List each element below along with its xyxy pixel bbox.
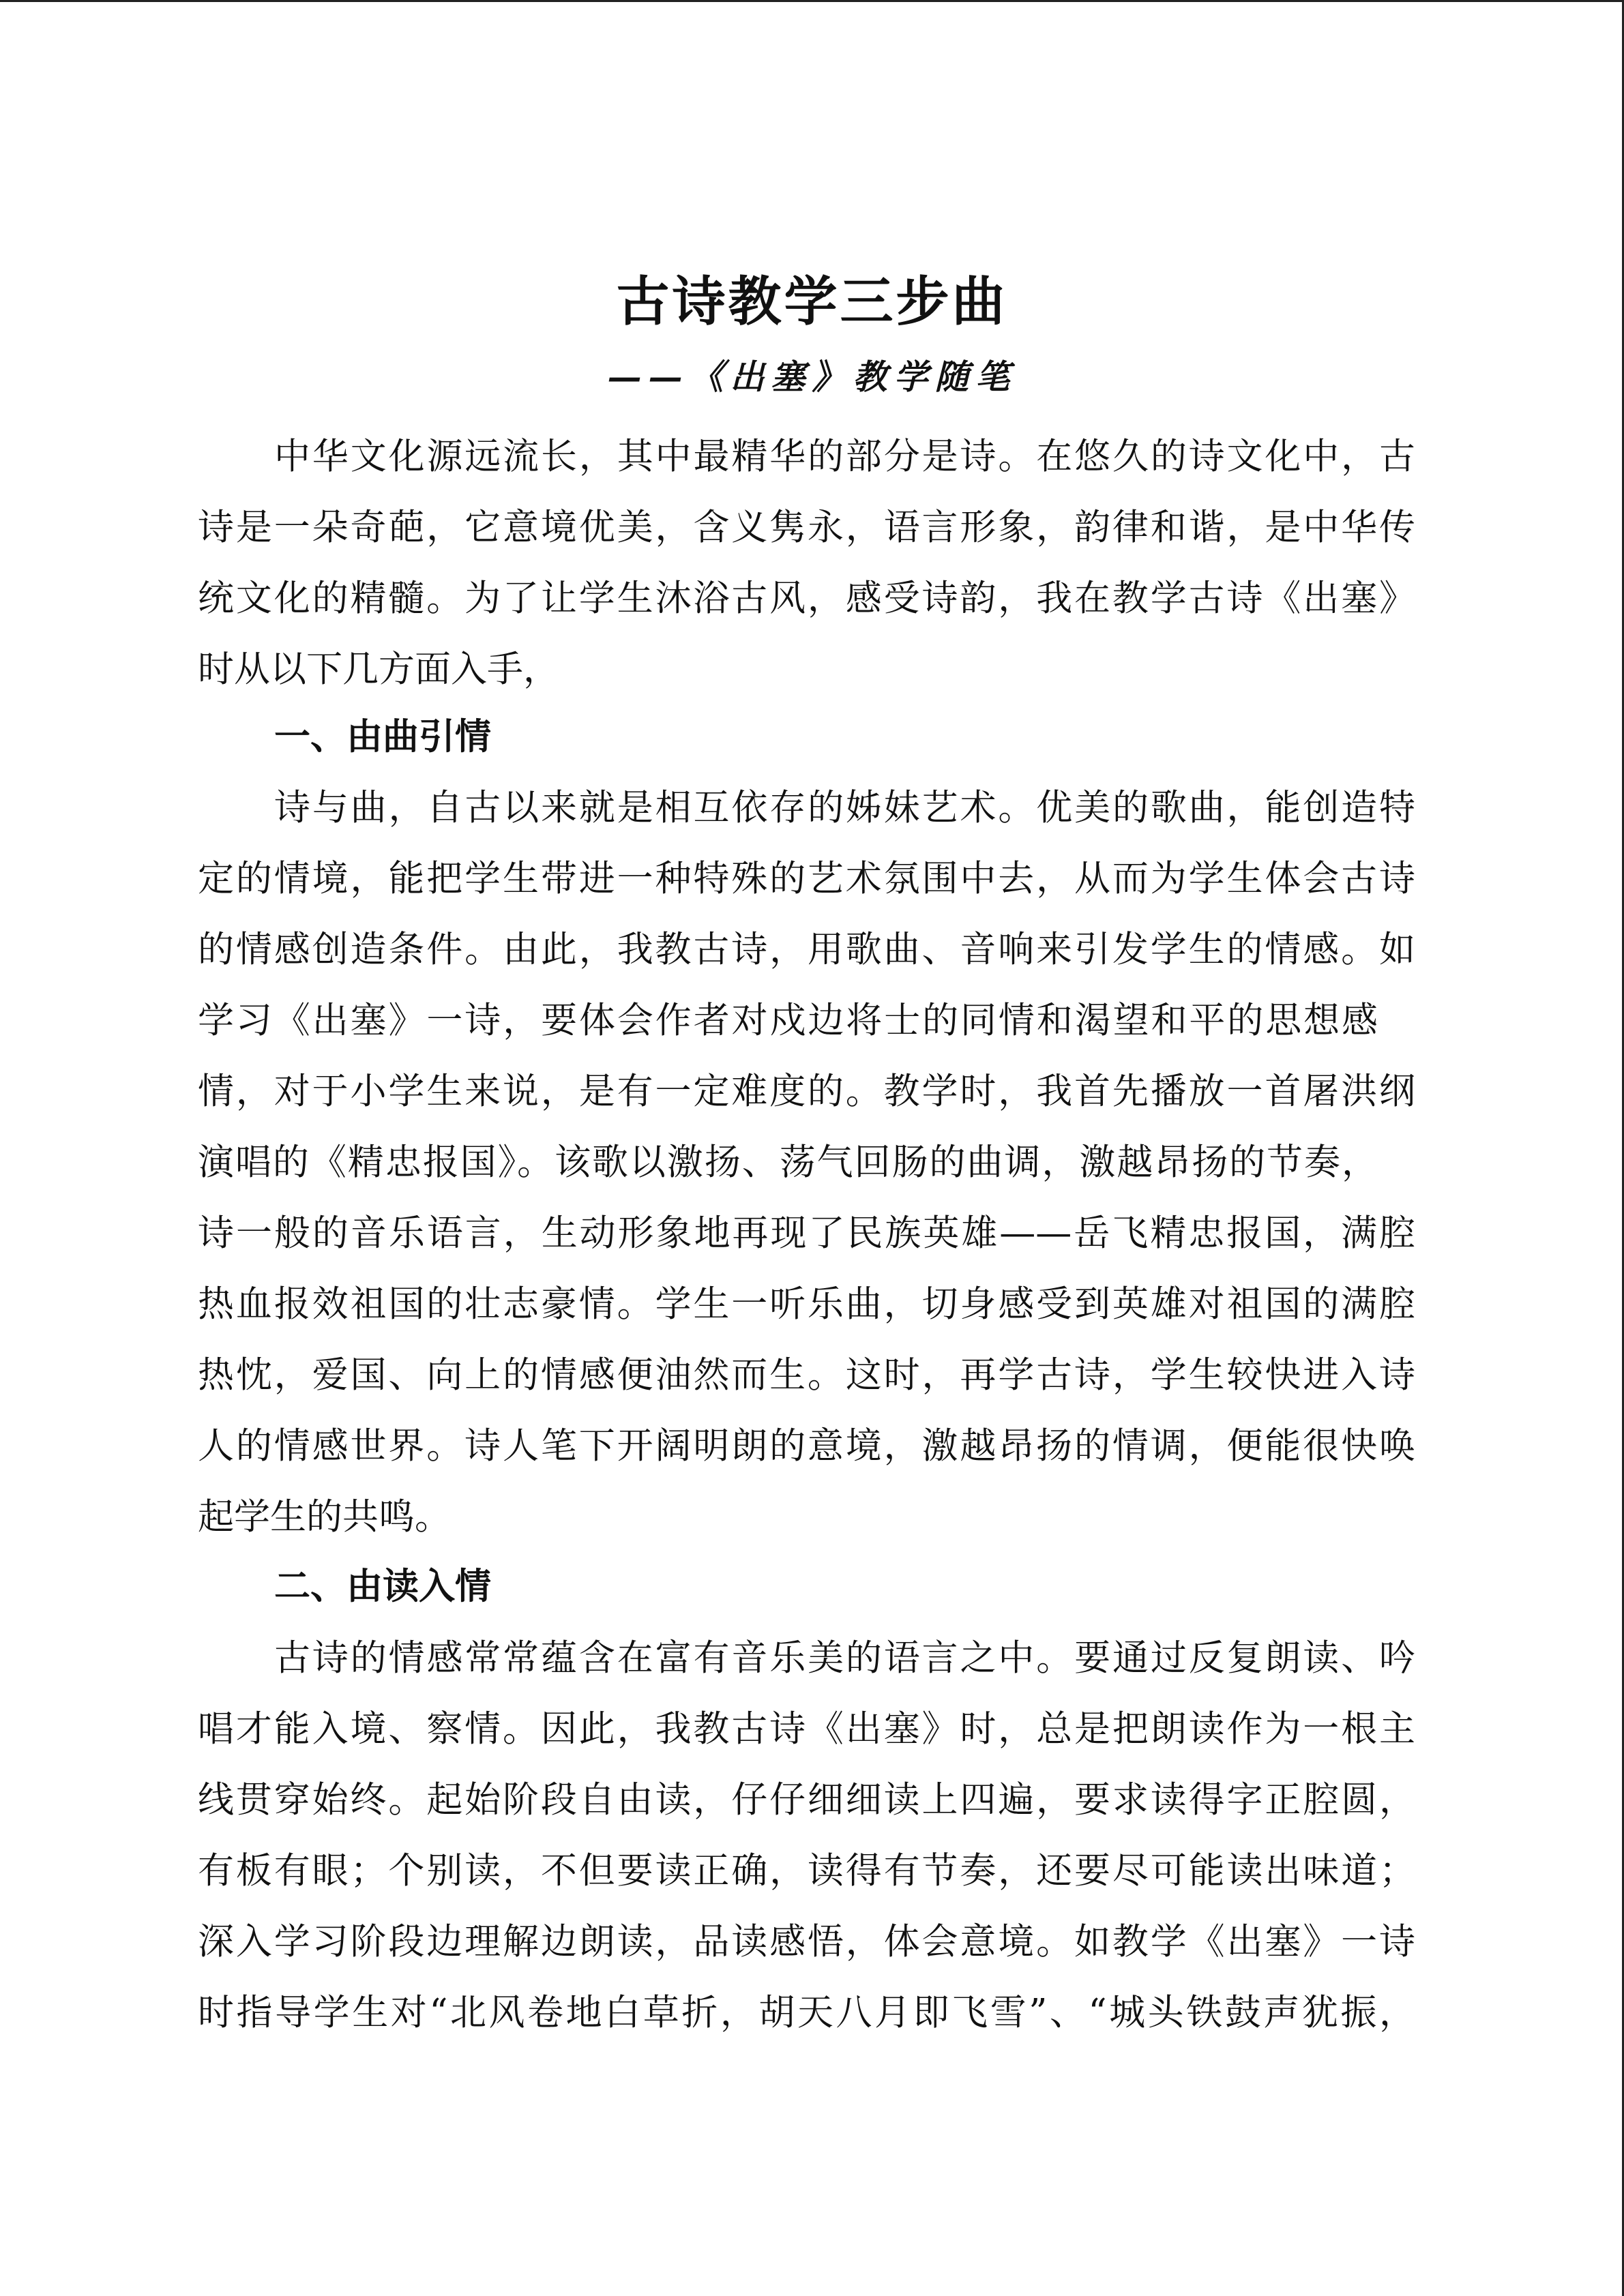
section1-line: 诗一般的音乐语言，生动形象地再现了民族英雄——岳飞精忠报国，满腔 [198,1212,1415,1254]
intro-line: 诗是一朵奇葩，它意境优美，含义隽永，语言形象，韵律和谐，是中华传 [198,507,1415,548]
section1-line: 的情感创造条件。由此，我教古诗，用歌曲、音响来引发学生的情感。如 [198,929,1415,970]
intro-line: 中华文化源远流长，其中最精华的部分是诗。在悠久的诗文化中，古 [274,436,1415,477]
document-subtitle: ——《出塞》教学随笔 [607,357,1017,397]
section2-line: 深入学习阶段边理解边朗读，品读感悟，体会意境。如教学《出塞》一诗 [198,1921,1415,1963]
section2-line: 唱才能入境、察情。因此，我教古诗《出塞》时，总是把朗读作为一根主 [198,1708,1415,1750]
section1-line: 起学生的共鸣。 [198,1496,451,1538]
section2-line: 线贯穿始终。起始阶段自由读，仔仔细细读上四遍，要求读得字正腔圆， [198,1779,1415,1821]
section1-line: 定的情境，能把学生带进一种特殊的艺术氛围中去，从而为学生体会古诗 [198,858,1415,899]
section1-line: 热血报效祖国的壮志豪情。学生一听乐曲，切身感受到英雄对祖国的满腔 [198,1283,1415,1325]
intro-line: 统文化的精髓。为了让学生沐浴古风，感受诗韵，我在教学古诗《出塞》 [198,578,1415,619]
section2-line: 有板有眼；个别读，不但要读正确，读得有节奏，还要尽可能读出味道； [198,1850,1415,1892]
section1-line: 人的情感世界。诗人笔下开阔明朗的意境，激越昂扬的情调，便能很快唤 [198,1425,1415,1467]
section1-line: 情，对于小学生来说，是有一定难度的。教学时，我首先播放一首屠洪纲 [198,1071,1415,1112]
section1-line: 诗与曲，自古以来就是相互依存的姊妹艺术。优美的歌曲，能创造特 [274,787,1415,829]
document-title: 古诗教学三步曲 [616,271,1008,333]
section-heading-2: 二、由读入情 [274,1566,491,1607]
section2-line: 时指导学生对“北风卷地白草折，胡天八月即飞雪”、“城头铁鼓声犹振， [198,1992,1415,2033]
section1-line: 学习《出塞》一诗，要体会作者对戍边将士的同情和渴望和平的思想感 [198,1000,1378,1041]
section2-line: 古诗的情感常常蕴含在富有音乐美的语言之中。要通过反复朗读、吟 [274,1637,1415,1679]
section1-line: 演唱的《精忠报国》。该歌以激扬、荡气回肠的曲调，激越昂扬的节奏， [198,1142,1378,1183]
section1-line: 热忱，爱国、向上的情感便油然而生。这时，再学古诗，学生较快进入诗 [198,1354,1415,1396]
intro-line: 时从以下几方面入手， [198,648,559,690]
section-heading-1: 一、由曲引情 [274,716,491,758]
